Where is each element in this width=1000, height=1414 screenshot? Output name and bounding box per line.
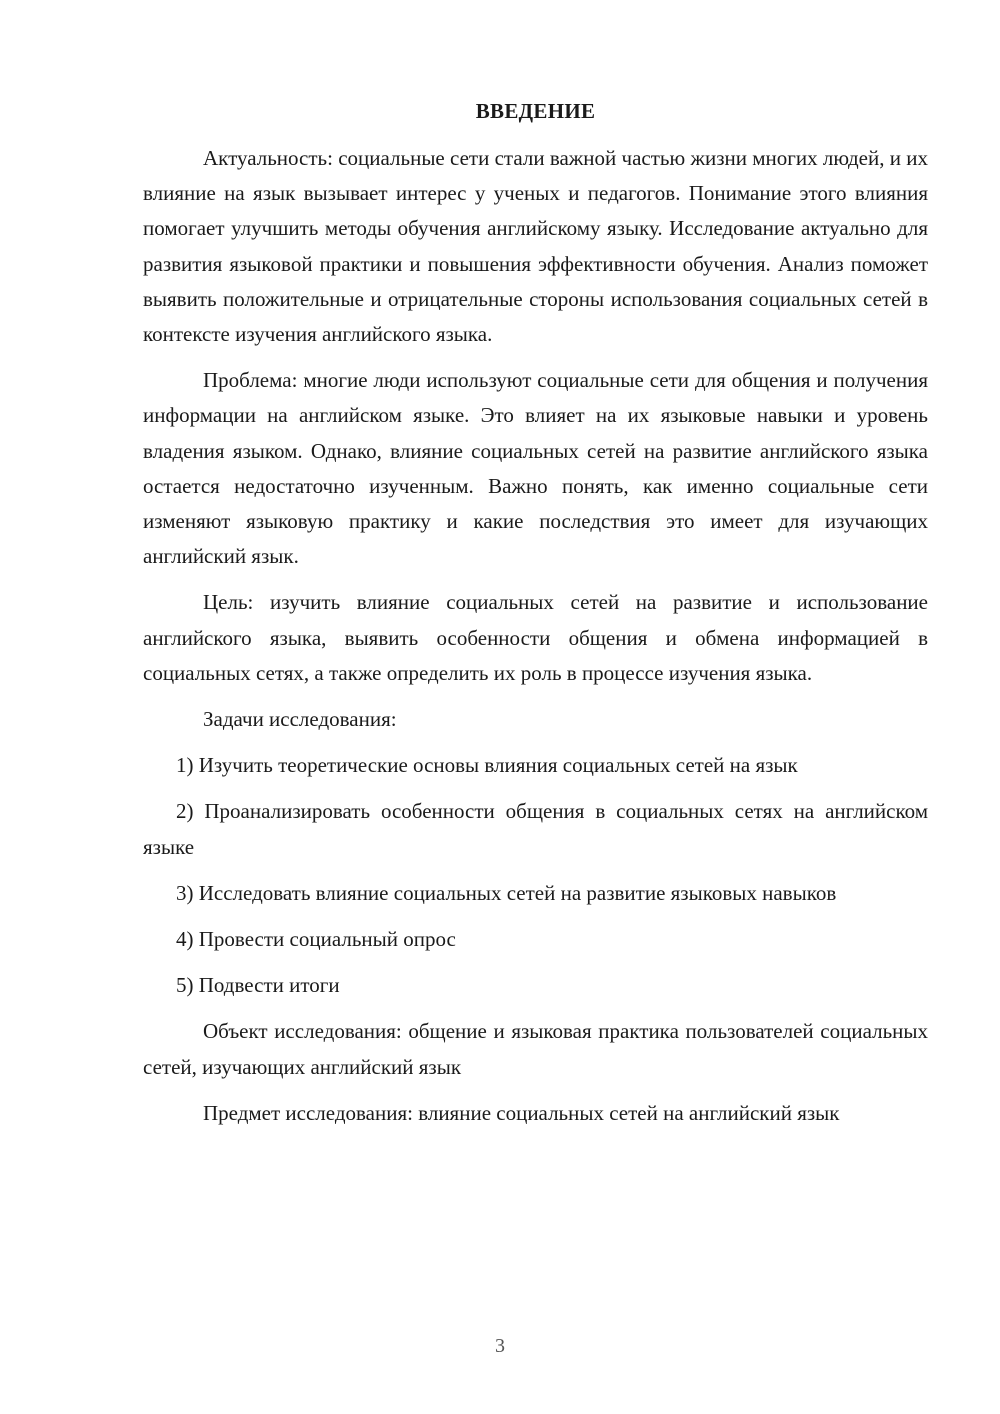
goal-paragraph: Цель: изучить влияние социальных сетей на развитие и использование английского языка, выявить особенности общения и обмена информацией в социальных сетях, а также определить их роль в процессе изучения языка. [143, 590, 928, 685]
page-content [143, 94, 928, 1131]
task-item-2: 2) Проанализировать особенности общения в социальных сетях на английском языке [143, 799, 928, 859]
relevance-paragraph: Актуальность: социальные сети стали важной частью жизни многих людей, и их влияние на язык вызывает интерес у ученых и педагогов. Понимание этого влияния помогает улучшить методы обучения английскому языку. Исследование актуально для развития языковой практики и повышения эффективности обучения. Анализ поможет выявить положительные и отрицательные стороны использования социальных сетей в контексте изучения английского языка. [143, 146, 928, 347]
task-item-5: 5) Подвести итоги [176, 973, 340, 998]
problem-paragraph: Проблема: многие люди используют социальные сети для общения и получения информации на английском языке. Это влияет на их языковые навыки и уровень владения языком. Однако, влияние социальных сетей на развитие английского языка остается недостаточно изученным. Важно понять, как именно социальные сети изменяют языковую практику и какие последствия это имеет для изучающих английский язык. [143, 368, 928, 569]
section-title: ВВЕДЕНИЕ [475, 99, 596, 123]
task-item-3: 3) Исследовать влияние социальных сетей на развитие языковых навыков [176, 880, 837, 905]
object-paragraph: Объект исследования: общение и языковая практика пользователей социальных сетей, изучающих английский язык [143, 1019, 928, 1079]
subject-paragraph: Предмет исследования: влияние социальных сетей на английский язык [203, 1100, 840, 1125]
task-item-1: 1) Изучить теоретические основы влияния социальных сетей на язык [176, 753, 798, 778]
tasks-heading: Задачи исследования: [203, 707, 397, 732]
task-item-4: 4) Провести социальный опрос [176, 927, 456, 952]
page-number: 3 [495, 1335, 505, 1357]
